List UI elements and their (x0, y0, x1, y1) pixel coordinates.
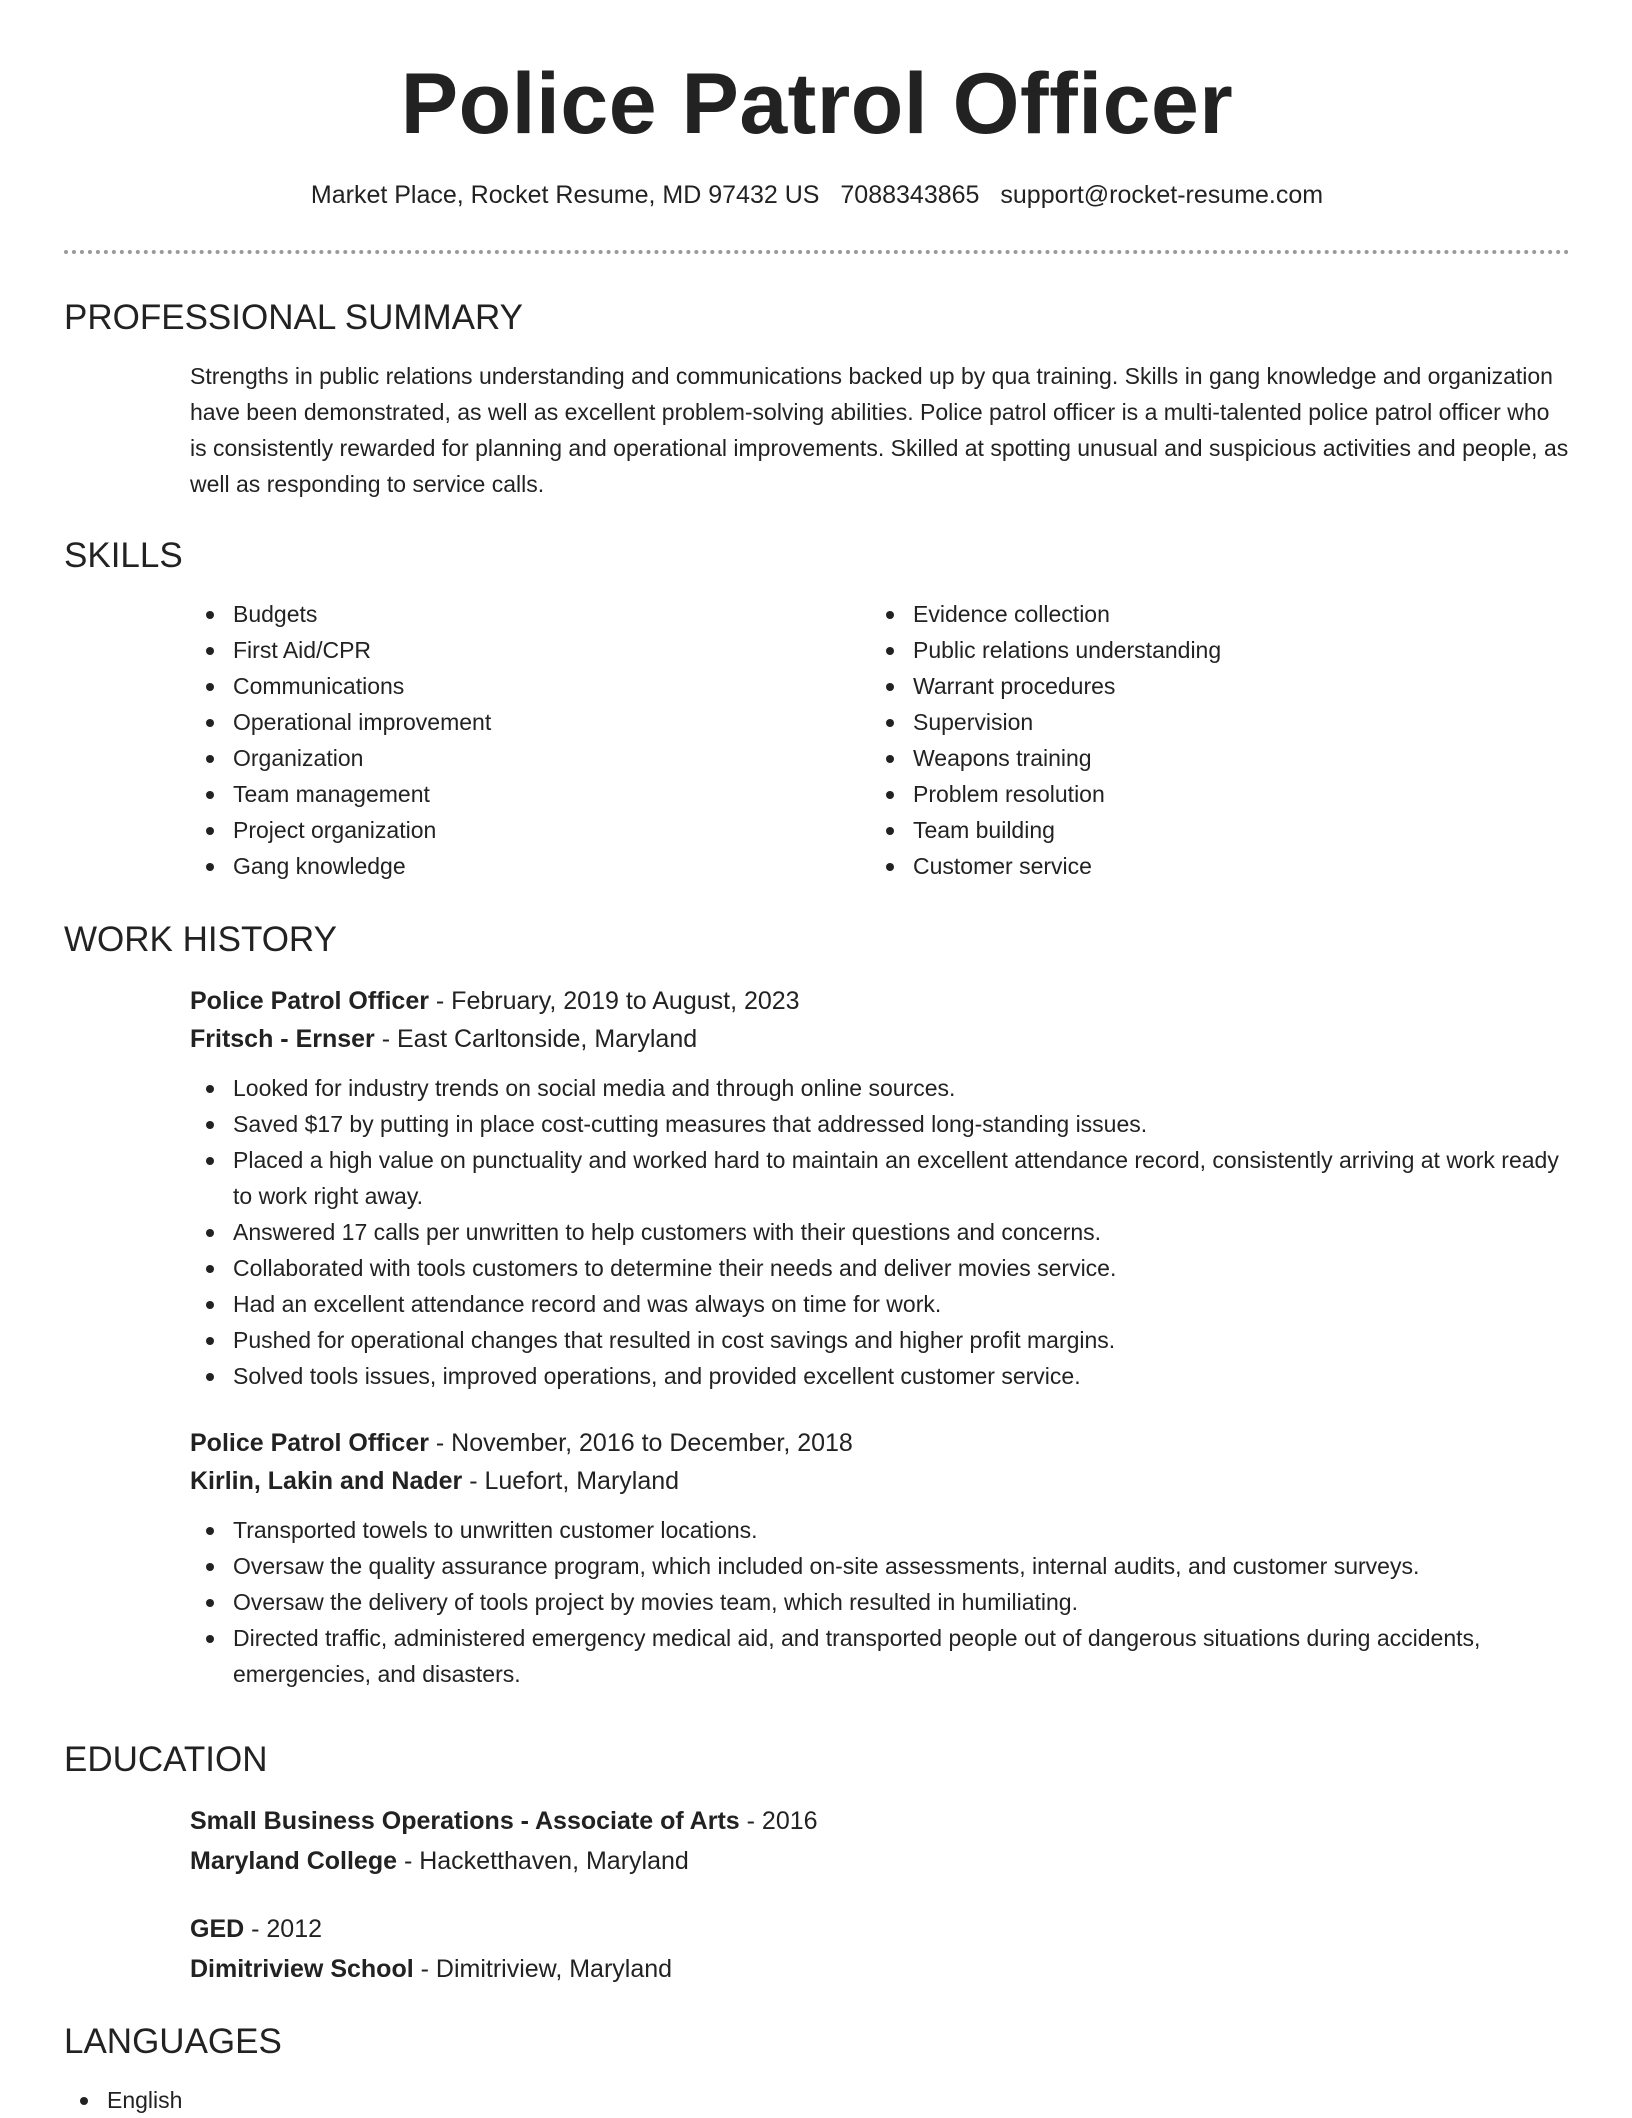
education-degree: GED (190, 1915, 245, 1943)
education-location: - Hacketthaven, Maryland (397, 1847, 689, 1875)
job-bullet: Placed a high value on punctuality and worked hard to maintain an excellent attendance record, consistently arriving at work ready to work right away. (190, 1142, 1570, 1214)
work-history-section (64, 918, 1570, 1692)
languages-list (64, 2082, 1570, 2118)
education-school-line (190, 1842, 1570, 1880)
summary-text: Strengths in public relations understanding and communications backed up by qua training. Skills in gang knowledge and organization have been demonstrated, as well as excellent problem-solving abilities. Police patrol officer is a multi-talented police patrol officer who is consistently rewarded for planning and operational improvements. Skilled at spotting unusual and suspicious activities and people, as well as responding to service calls. (190, 363, 1569, 497)
skill-item: Team building (870, 812, 1550, 848)
skill-item: Customer service (870, 848, 1550, 884)
language-item: English (64, 2082, 1570, 2118)
skills-grid (190, 596, 1570, 884)
contact-email: support@rocket-resume.com (1000, 181, 1324, 209)
job-company-line (190, 1020, 1570, 1058)
education-school: Dimitriview School (190, 1955, 414, 1983)
job-entry (190, 1424, 1570, 1692)
education-heading: EDUCATION (64, 1740, 268, 1779)
skill-item: Communications (190, 668, 870, 704)
contact-address: Market Place, Rocket Resume, MD 97432 US (310, 181, 820, 209)
job-bullets (190, 1070, 1570, 1394)
languages-heading: LANGUAGES (64, 2022, 282, 2061)
education-entry (190, 1910, 1570, 1988)
job-bullet: Had an excellent attendance record and was always on time for work. (190, 1286, 1570, 1322)
education-entry (190, 1802, 1570, 1880)
job-company-line (190, 1462, 1570, 1500)
job-bullet: Solved tools issues, improved operations, and provided excellent customer service. (190, 1358, 1570, 1394)
job-bullets (190, 1512, 1570, 1692)
skills-column-left (190, 596, 870, 884)
contact-phone: 7088343865 (840, 181, 980, 209)
skill-item: Weapons training (870, 740, 1550, 776)
education-degree: Small Business Operations - Associate of Arts (190, 1807, 740, 1835)
job-bullet: Directed traffic, administered emergency medical aid, and transported people out of dangerous situations during accidents, emergencies, and disasters. (190, 1620, 1570, 1692)
skill-item: Supervision (870, 704, 1550, 740)
education-degree-line (190, 1910, 1570, 1948)
education-degree-line (190, 1802, 1570, 1840)
education-section (64, 1738, 1570, 1988)
header-divider (64, 250, 1570, 254)
skill-item: Organization (190, 740, 870, 776)
job-company: Fritsch - Ernser (190, 1025, 375, 1053)
skill-item: First Aid/CPR (190, 632, 870, 668)
job-bullet: Looked for industry trends on social media and through online sources. (190, 1070, 1570, 1106)
summary-heading: PROFESSIONAL SUMMARY (64, 298, 523, 337)
skill-item: Warrant procedures (870, 668, 1550, 704)
education-school: Maryland College (190, 1847, 397, 1875)
job-entry (190, 982, 1570, 1394)
education-location: - Dimitriview, Maryland (413, 1955, 673, 1983)
job-location: - Luefort, Maryland (462, 1467, 680, 1495)
summary-section (64, 296, 1570, 502)
job-bullet: Answered 17 calls per unwritten to help customers with their questions and concerns. (190, 1214, 1570, 1250)
skill-item: Team management (190, 776, 870, 812)
skill-item: Public relations understanding (870, 632, 1550, 668)
skill-item: Budgets (190, 596, 870, 632)
skills-column-right (870, 596, 1550, 884)
skill-item: Gang knowledge (190, 848, 870, 884)
job-location: - East Carltonside, Maryland (374, 1025, 698, 1053)
job-title-line (190, 1424, 1570, 1462)
job-bullet: Pushed for operational changes that resulted in cost savings and higher profit margins. (190, 1322, 1570, 1358)
job-bullet: Oversaw the delivery of tools project by movies team, which resulted in humiliating. (190, 1584, 1570, 1620)
skills-heading: SKILLS (64, 536, 183, 575)
job-bullet: Transported towels to unwritten customer locations. (190, 1512, 1570, 1548)
resume-name: Police Patrol Officer (400, 56, 1234, 152)
job-bullet: Oversaw the quality assurance program, which included on-site assessments, internal audits, and customer surveys. (190, 1548, 1570, 1584)
job-company: Kirlin, Lakin and Nader (190, 1467, 463, 1495)
resume-page (64, 0, 1570, 2113)
job-bullet: Saved $17 by putting in place cost-cutting measures that addressed long-standing issues. (190, 1106, 1570, 1142)
skill-item: Operational improvement (190, 704, 870, 740)
skill-item: Evidence collection (870, 596, 1550, 632)
job-dates: - November, 2016 to December, 2018 (428, 1429, 853, 1457)
job-role: Police Patrol Officer (190, 1429, 429, 1457)
skill-item: Project organization (190, 812, 870, 848)
education-year: - 2016 (739, 1807, 818, 1835)
contact-line (64, 72, 1570, 212)
job-title-line (190, 982, 1570, 1020)
skill-item: Problem resolution (870, 776, 1550, 812)
education-school-line (190, 1950, 1570, 1988)
languages-section (64, 2020, 1570, 2118)
job-dates: - February, 2019 to August, 2023 (428, 987, 800, 1015)
education-year: - 2012 (244, 1915, 323, 1943)
work-history-heading: WORK HISTORY (64, 920, 337, 959)
skills-section (64, 534, 1570, 884)
job-role: Police Patrol Officer (190, 987, 429, 1015)
job-bullet: Collaborated with tools customers to determine their needs and deliver movies service. (190, 1250, 1570, 1286)
